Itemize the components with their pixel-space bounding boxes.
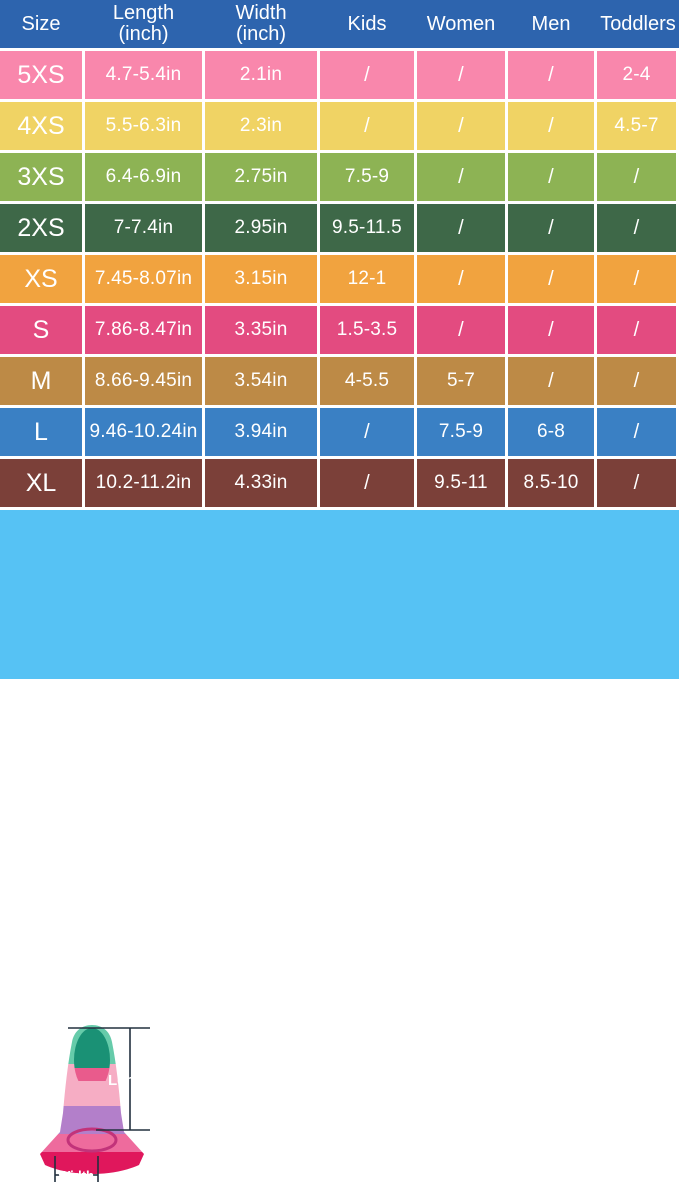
- header-cell-width: [205, 0, 317, 48]
- value-cell: 4-5.5: [320, 357, 414, 405]
- table-row-3xs: [0, 153, 679, 201]
- value-cell: 6.4-6.9in: [85, 153, 202, 201]
- empty-cell: /: [320, 51, 414, 99]
- length-label: Length: [108, 1072, 158, 1089]
- value-cell: 8.5-10: [508, 459, 594, 507]
- note-line: of your feet first, then choose an: [238, 1072, 496, 1092]
- note-line: (the tolerance is 0.4-0.7 inches).: [238, 1150, 496, 1170]
- value-cell: 4.7-5.4in: [85, 51, 202, 99]
- header-cell-line: Women: [426, 12, 496, 35]
- width-label: Width: [58, 1168, 94, 1183]
- empty-cell: /: [320, 102, 414, 150]
- empty-cell: /: [597, 204, 676, 252]
- empty-cell: /: [597, 459, 676, 507]
- table-row-l: [0, 408, 679, 456]
- value-cell: 4.5-7: [597, 102, 676, 150]
- value-cell: 4.33in: [205, 459, 317, 507]
- value-cell: 12-1: [320, 255, 414, 303]
- table-row-4xs: [0, 102, 679, 150]
- header-cell-line: Width: [235, 2, 287, 24]
- table-header-row: [0, 0, 679, 48]
- value-cell: 1.5-3.5: [320, 306, 414, 354]
- header-cell-size: [0, 0, 82, 48]
- value-cell: 7.86-8.47in: [85, 306, 202, 354]
- table-row-5xs: [0, 51, 679, 99]
- value-cell: 7.5-9: [417, 408, 505, 456]
- header-cell-line: (inch): [118, 23, 169, 45]
- empty-cell: /: [508, 357, 594, 405]
- note-line: appropriate US size in the size chart: [238, 1111, 528, 1131]
- value-cell: 9.5-11.5: [320, 204, 414, 252]
- value-cell: 6-8: [508, 408, 594, 456]
- value-cell: 2.75in: [205, 153, 317, 201]
- note-line-text: Please measure length and width: [294, 1033, 561, 1053]
- size-label: 5XS: [0, 51, 82, 99]
- value-cell: 7-7.4in: [85, 204, 202, 252]
- fin-body: [10, 1018, 170, 1188]
- size-label: XL: [0, 459, 82, 507]
- empty-cell: /: [417, 306, 505, 354]
- empty-cell: /: [417, 153, 505, 201]
- note-line: [238, 1024, 658, 1063]
- header-cell-line: Length: [112, 2, 175, 24]
- value-cell: 3.94in: [205, 408, 317, 456]
- empty-cell: /: [508, 255, 594, 303]
- empty-cell: /: [508, 153, 594, 201]
- size-chart-table: [0, 0, 679, 507]
- empty-cell: /: [417, 51, 505, 99]
- value-cell: 7.5-9: [320, 153, 414, 201]
- empty-cell: /: [508, 51, 594, 99]
- value-cell: 10.2-11.2in: [85, 459, 202, 507]
- empty-cell: /: [417, 255, 505, 303]
- empty-cell: /: [508, 204, 594, 252]
- table-row-s: [0, 306, 679, 354]
- table-row-xl: [0, 459, 679, 507]
- swim-fin-illustration: [10, 1018, 170, 1188]
- header-cell-line: Size: [21, 12, 61, 35]
- header-cell-length: [85, 0, 202, 48]
- header-cell-women: [417, 0, 505, 48]
- value-cell: 2.1in: [205, 51, 317, 99]
- empty-cell: /: [508, 306, 594, 354]
- value-cell: 3.35in: [205, 306, 317, 354]
- value-cell: 2-4: [597, 51, 676, 99]
- value-cell: 8.66-9.45in: [85, 357, 202, 405]
- empty-cell: /: [597, 153, 676, 201]
- empty-cell: /: [597, 408, 676, 456]
- empty-cell: /: [597, 255, 676, 303]
- header-cell-line: Toddlers: [600, 12, 676, 35]
- empty-cell: /: [320, 408, 414, 456]
- header-cell-line: (inch): [235, 23, 286, 45]
- size-label: 2XS: [0, 204, 82, 252]
- empty-cell: /: [417, 204, 505, 252]
- note-prefix: NOTE:: [238, 1033, 294, 1053]
- header-cell-kids: [320, 0, 414, 48]
- value-cell: 3.54in: [205, 357, 317, 405]
- value-cell: 2.95in: [205, 204, 317, 252]
- value-cell: 9.5-11: [417, 459, 505, 507]
- empty-cell: /: [417, 102, 505, 150]
- empty-cell: /: [597, 306, 676, 354]
- value-cell: 5-7: [417, 357, 505, 405]
- size-label: M: [0, 357, 82, 405]
- size-label: 4XS: [0, 102, 82, 150]
- size-label: XS: [0, 255, 82, 303]
- header-cell-men: [508, 0, 594, 48]
- table-row-xs: [0, 255, 679, 303]
- table-row-m: [0, 357, 679, 405]
- size-label: L: [0, 408, 82, 456]
- value-cell: 2.3in: [205, 102, 317, 150]
- value-cell: 5.5-6.3in: [85, 102, 202, 150]
- table-row-2xs: [0, 204, 679, 252]
- header-cell-line: Kids: [347, 12, 387, 35]
- fin-pink-band: [10, 1134, 170, 1152]
- value-cell: 7.45-8.07in: [85, 255, 202, 303]
- header-cell-line: Men: [531, 12, 571, 35]
- note-text: [238, 1024, 658, 1180]
- value-cell: 3.15in: [205, 255, 317, 303]
- size-label: 3XS: [0, 153, 82, 201]
- empty-cell: /: [320, 459, 414, 507]
- size-label: S: [0, 306, 82, 354]
- empty-cell: /: [508, 102, 594, 150]
- empty-cell: /: [597, 357, 676, 405]
- bottom-panel: [0, 510, 679, 1183]
- value-cell: 9.46-10.24in: [85, 408, 202, 456]
- header-cell-toddlers: [597, 0, 679, 48]
